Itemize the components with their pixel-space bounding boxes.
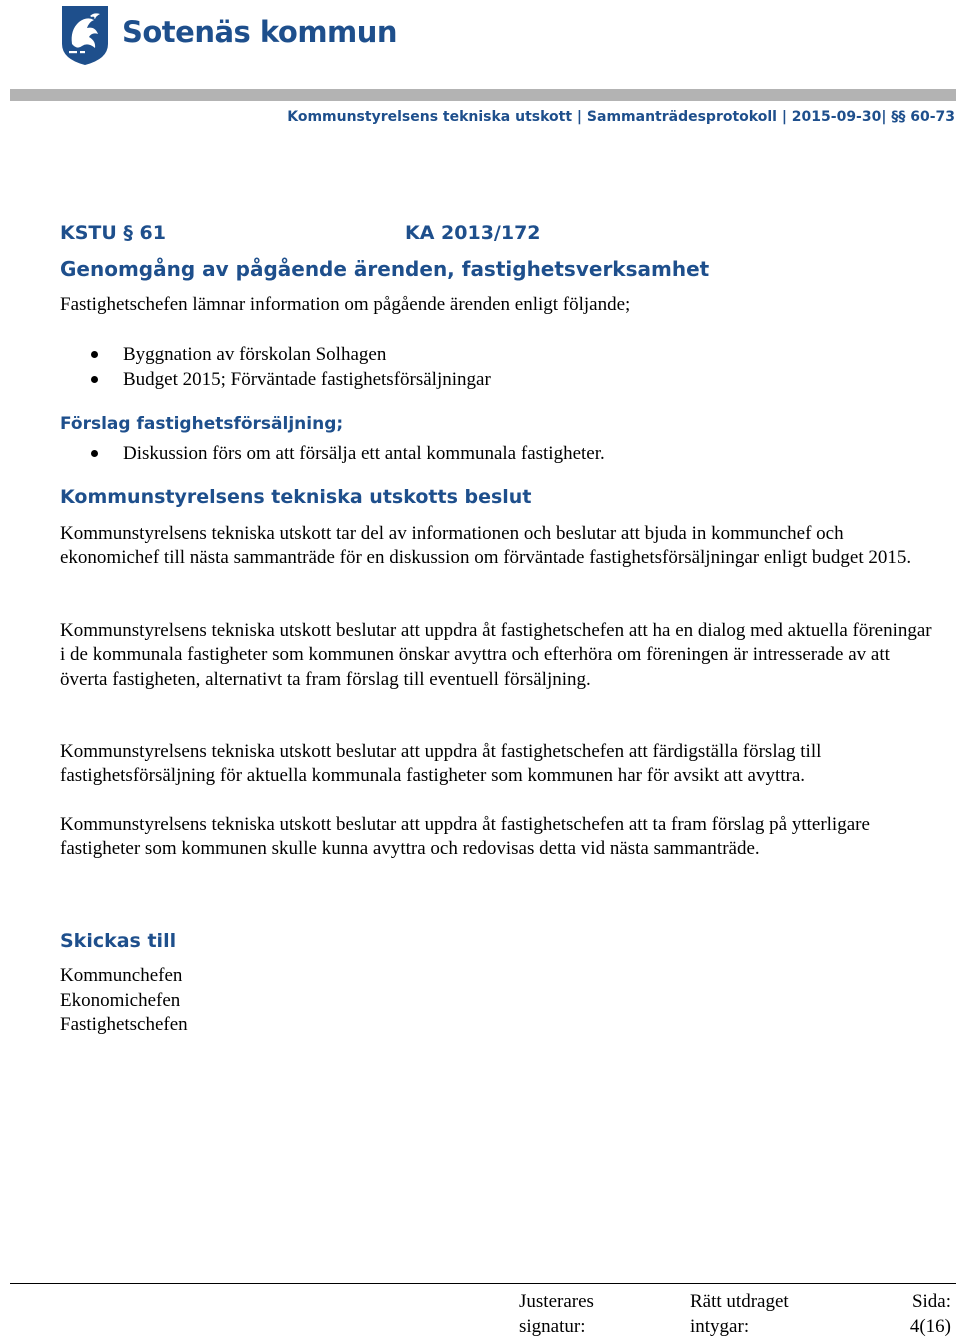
intro-paragraph: Fastighetschefen lämnar information om pågående ärenden enligt följande; <box>60 294 631 315</box>
signature-field: Justerares signatur: <box>519 1291 594 1337</box>
header-rule <box>10 89 956 101</box>
section-heading <box>60 222 541 244</box>
page-number: Sida: 4(16) <box>909 1291 951 1337</box>
decision-paragraph: Kommunstyrelsens tekniska utskott tar del av informationen och beslutar att bjuda in kommunchef och ekonomichef till nästa sammanträde för en diskussion om förväntade fastighetsförsäljningar enligt budget 2015. <box>60 523 912 569</box>
list-item: Diskussion förs om att försälja ett antal kommunala fastigheter. <box>60 441 605 466</box>
decision-paragraph: Kommunstyrelsens tekniska utskott beslutar att uppdra åt fastighetschefen att ha en dialog med aktuella föreningar i de kommunala fastigheter som kommunen önskar avyttra och efterhöra om föreningen är intresserade av att överta fastigheten, alternativt ta fram förslag till eventuell försäljning. <box>60 620 932 690</box>
list-item: Budget 2015; Förväntade fastighetsförsäljningar <box>60 367 491 392</box>
certification-field: Rätt utdraget intygar: <box>690 1291 789 1337</box>
info-list <box>60 342 491 392</box>
case-number: KA 2013/172 <box>405 222 541 244</box>
recipient: Fastighetschefen <box>60 1014 188 1035</box>
logo <box>60 4 397 66</box>
recipient: Kommunchefen <box>60 965 183 986</box>
item-title: Genomgång av pågående ärenden, fastighetsverksamhet <box>60 257 710 281</box>
decision-heading: Kommunstyrelsens tekniska utskotts beslut <box>60 486 532 508</box>
decision-paragraph: Kommunstyrelsens tekniska utskott beslutar att uppdra åt fastighetschefen att färdigställa förslag till fastighetsförsäljning för aktuella kommunala fastigheter som kommunen har för avsikt att avyttra. <box>60 741 822 787</box>
sent-to-heading: Skickas till <box>60 930 177 952</box>
list-item: Byggnation av förskolan Solhagen <box>60 342 491 367</box>
section-number: KSTU § 61 <box>60 222 166 244</box>
proposal-heading: Förslag fastighetsförsäljning; <box>60 414 344 434</box>
footer-rule <box>10 1283 956 1284</box>
recipient: Ekonomichefen <box>60 989 181 1011</box>
recipient-list <box>60 964 188 1038</box>
bullet-icon <box>91 376 98 383</box>
bullet-icon <box>91 351 98 358</box>
org-name: Sotenäs kommun <box>122 15 398 49</box>
proposal-list <box>60 441 605 466</box>
bullet-icon <box>91 450 98 457</box>
header-meta: Kommunstyrelsens tekniska utskott | Sammanträdesprotokoll | 2015-09-30| §§ 60-73 <box>287 109 955 125</box>
decision-paragraph: Kommunstyrelsens tekniska utskott beslutar att uppdra åt fastighetschefen att ta fram förslag på ytterligare fastigheter som kommunen skulle kunna avyttra och redovisas detta vid nästa sammanträde. <box>60 814 870 860</box>
municipal-crest-icon <box>60 4 110 66</box>
